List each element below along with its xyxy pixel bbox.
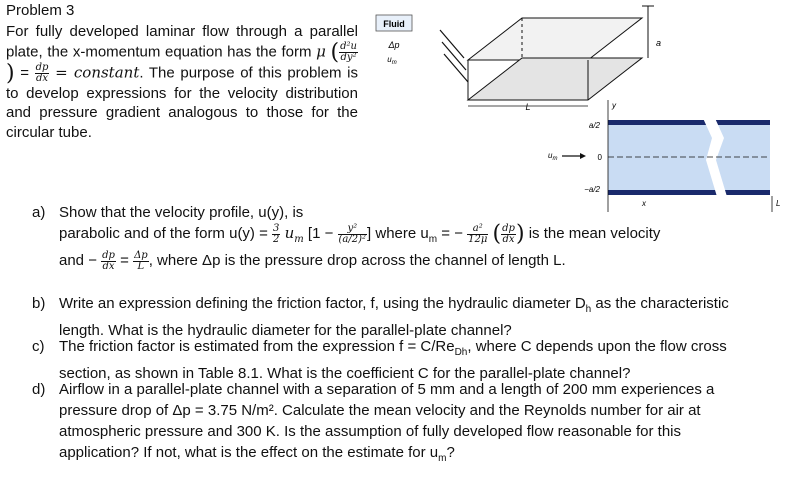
- intro-line1: For fully developed laminar flow through a parallel plate, the x-momentum equation has the form: [6, 23, 358, 60]
- fluid-label: Fluid: [383, 19, 405, 29]
- L-label: L: [525, 102, 531, 112]
- constant-text: = constant: [55, 62, 140, 81]
- mu-symbol: μ: [316, 41, 326, 60]
- flow-arrows: [440, 30, 468, 82]
- um-label-top: $u_m$: [387, 55, 397, 66]
- L2-label: L: [776, 199, 781, 208]
- intro-paragraph: For fully developed laminar flow through a parallel plate, the x-momentum equation has the form μ ( $\frac{\text{d²u}}{\text{dy²}}$ ) = $\frac{dp}{dx}$ = constant. The purpose of this problem is to develop expressions for the velocity distribution and pressure gradient analogous to those for the circular tube.: [6, 23, 358, 141]
- channel-bottom-wall: [608, 190, 770, 195]
- bottom-plate: [468, 58, 642, 100]
- question-a: a) Show that the velocity profile, u(y), is parabolic and of the form u(y) = $\frac{3}{2}$ $u_m$ [1 − $\frac{\text{y²}}{\text{(a/2)²}}$ ] where $u_m$ = − $\frac{\text{a²}}{12\mu}$ ( $\frac{dp}{dx}$ ) is the mean velocity and − $\frac{dp}{dx}$ = $\frac{\Delta p}{L}$ , where Δp is the pressure drop across the channel of length L.: [32, 204, 661, 272]
- parallel-plate-figure: [372, 0, 790, 212]
- dpdx-fraction: $\frac{dp}{dx}$: [35, 61, 49, 84]
- d2u-fraction: $\frac{\text{d²u}}{\text{dy²}}$: [340, 40, 357, 63]
- zero-label: 0: [597, 153, 602, 162]
- question-c: c) The friction factor is estimated from the expression $f = C/Re_{Dh}$, where C depends upon the flow cross section, as shown in Table 8.1. What is the coefficient C for the parallel-plate channel?: [32, 338, 727, 382]
- question-d: d) Airflow in a parallel-plate channel with a separation of 5 mm and a length of 200 mm experiences a pressure drop of Δp = 3.75 N/m². Calculate the mean velocity and the Reynolds number for air at atmospheric pressure and 300 K. Is the assumption of fully developed flow reasonable for this application? If not, what is the effect on the estimate for $u_m$?: [32, 381, 715, 464]
- y-axis-label: y: [612, 101, 616, 110]
- problem-title: Problem 3: [6, 2, 75, 19]
- dp-label: Δp: [388, 40, 400, 50]
- channel-fluid: [608, 124, 770, 192]
- top-plate: [468, 18, 642, 60]
- intro-line2: . The purpose of this problem is to develop expressions for the velocity distribution and pressure gradient analogous to those for the circular tube.: [6, 63, 358, 141]
- a-label: a: [656, 38, 662, 48]
- a2-top-label: a/2: [588, 121, 600, 130]
- question-b: b) Write an expression defining the friction factor, f, using the hydraulic diameter $D_h$ as the characteristic length. What is the hydraulic diameter for the parallel-plate channel?: [32, 295, 729, 339]
- um-label-channel: $u_m$: [548, 151, 558, 162]
- channel-top-wall: [608, 120, 770, 125]
- x-axis-label: x: [642, 199, 646, 208]
- a2-bot-label: −a/2: [584, 185, 600, 194]
